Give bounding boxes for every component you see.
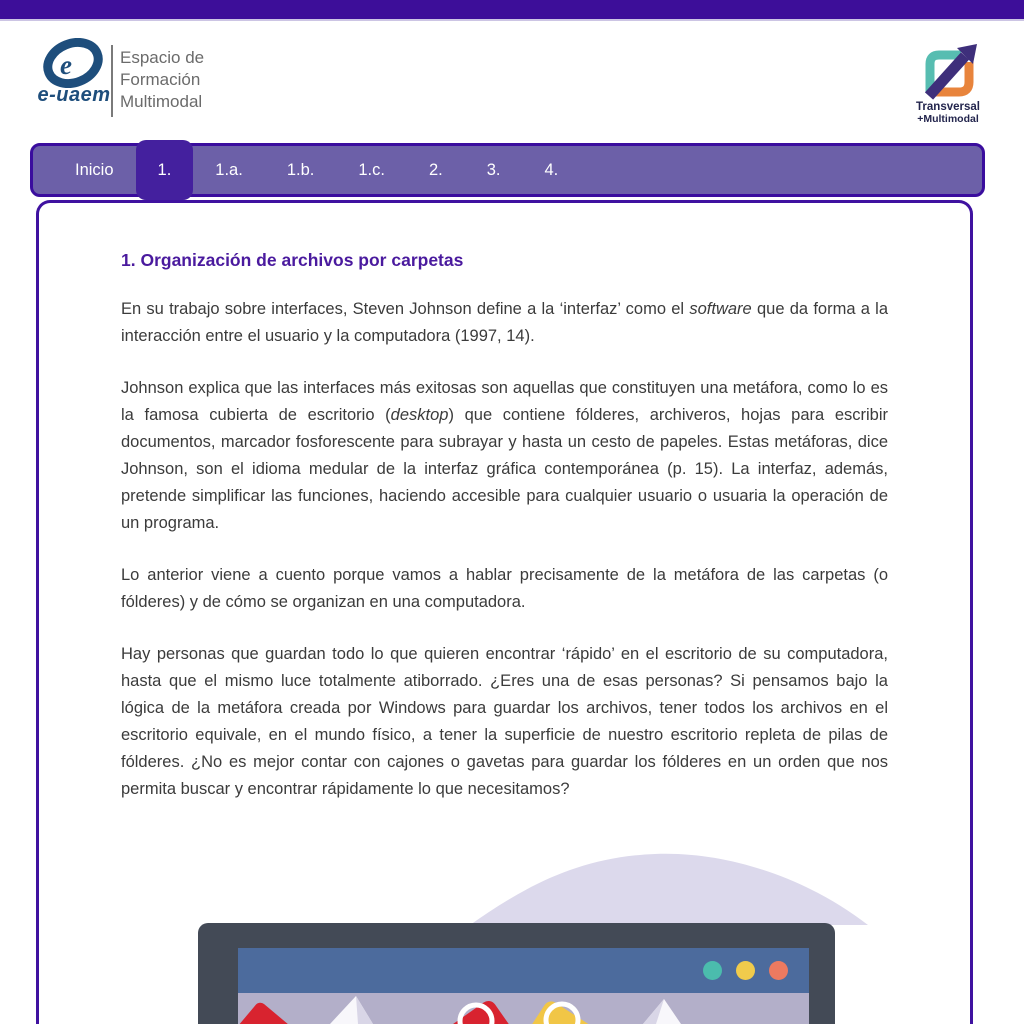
nav-tab-4[interactable]: 4. bbox=[544, 161, 559, 179]
desktop-area bbox=[238, 993, 809, 1024]
euaem-logo-text[interactable]: e-uaem bbox=[37, 84, 111, 106]
nav-tab-1b[interactable]: 1.b. bbox=[286, 161, 315, 179]
monitor-screen bbox=[238, 948, 809, 1024]
background-blob-shape bbox=[428, 852, 870, 925]
italic-text: software bbox=[689, 300, 752, 318]
white-paper-icon bbox=[330, 996, 373, 1024]
paragraph bbox=[121, 375, 888, 537]
italic-text: desktop bbox=[390, 406, 449, 424]
window-titlebar bbox=[238, 948, 809, 993]
text-run: Johnson explica que las interfaces más exitosas son aquellas que constituyen una metáfora, como lo es la famosa cubierta de escritorio ( bbox=[121, 379, 888, 424]
folder-icons bbox=[238, 993, 809, 1024]
paragraph bbox=[121, 296, 888, 350]
badge-line-2: +Multimodal bbox=[917, 113, 979, 125]
white-paper-small-icon bbox=[643, 999, 681, 1024]
nav-tab-1[interactable]: 1. bbox=[136, 140, 194, 200]
paragraph bbox=[121, 562, 888, 616]
logo-divider bbox=[111, 45, 113, 117]
text-run: Hay personas que guardan todo lo que quieren encontrar ‘rápido’ en el escritorio de su computadora, hasta que el mismo luce totalmente atiborrado. ¿Eres una de esas personas? Si pensamos bajo la lógica de la metáfora creada por Windows para guardar los archivos, tener todos los archivos en el escritorio equivale, en el mundo físico, a tener la superficie de nuestro escritorio repleta de pilas de fólderes. ¿No es mejor contar con cajones o gavetas para guardar los fólderes en un orden que nos permita buscar y encontrar rápidamente lo que necesitamos? bbox=[121, 645, 888, 798]
window-dot-yellow bbox=[736, 961, 755, 980]
transversal-badge-label bbox=[893, 101, 1003, 125]
euaem-swirl-icon bbox=[40, 38, 108, 88]
text-run: ) que contiene fólderes, archiveros, hojas para escribir documentos, marcador fosforescente para subrayar y hasta un cesto de papeles. Estas metáforas, dice Johnson, son el idioma medular de la interfaz gráfica contemporánea (p. 15). La interfaz, además, pretende simplificar las funciones, haciendo accesible para cualquier usuario o usuaria la operación de un programa. bbox=[121, 406, 888, 532]
nav-tab-1a[interactable]: 1.a. bbox=[215, 161, 243, 179]
brand-tagline bbox=[120, 47, 204, 113]
nav-tab-3[interactable]: 3. bbox=[486, 161, 501, 179]
tagline-line: Multimodal bbox=[120, 92, 203, 111]
nav-tab-inicio[interactable]: Inicio bbox=[75, 161, 114, 179]
text-run: que da forma a la interacción entre el usuario y la computadora (1997, 14). bbox=[121, 300, 889, 345]
nav-tab-1c[interactable]: 1.c. bbox=[358, 161, 385, 179]
svg-text:e: e bbox=[60, 50, 72, 80]
window-dot-salmon bbox=[769, 961, 788, 980]
text-run: Lo anterior viene a cuento porque vamos a hablar precisamente de la metáfora de las carpetas (o fólderes) y de cómo se organizan en una computadora. bbox=[121, 566, 888, 611]
red-folder-icon bbox=[238, 1000, 315, 1024]
monitor-illustration bbox=[198, 923, 835, 1024]
paragraph bbox=[121, 641, 888, 803]
yellow-folder-ring-icon bbox=[514, 998, 616, 1024]
course-nav bbox=[30, 143, 985, 197]
tagline-line: Formación bbox=[120, 70, 201, 89]
transversal-arrow-icon bbox=[913, 40, 983, 102]
top-accent-bar bbox=[0, 0, 1024, 21]
red-folder-ring-icon bbox=[425, 998, 527, 1024]
section-heading: 1. Organización de archivos por carpetas bbox=[121, 250, 464, 270]
badge-line-1: Transversal bbox=[916, 101, 980, 113]
tagline-line: Espacio de bbox=[120, 48, 205, 67]
nav-tab-2[interactable]: 2. bbox=[428, 161, 443, 179]
text-run: En su trabajo sobre interfaces, Steven Johnson define a la ‘interfaz’ como el bbox=[121, 300, 690, 318]
body-text bbox=[121, 296, 888, 803]
window-dot-teal bbox=[703, 961, 722, 980]
